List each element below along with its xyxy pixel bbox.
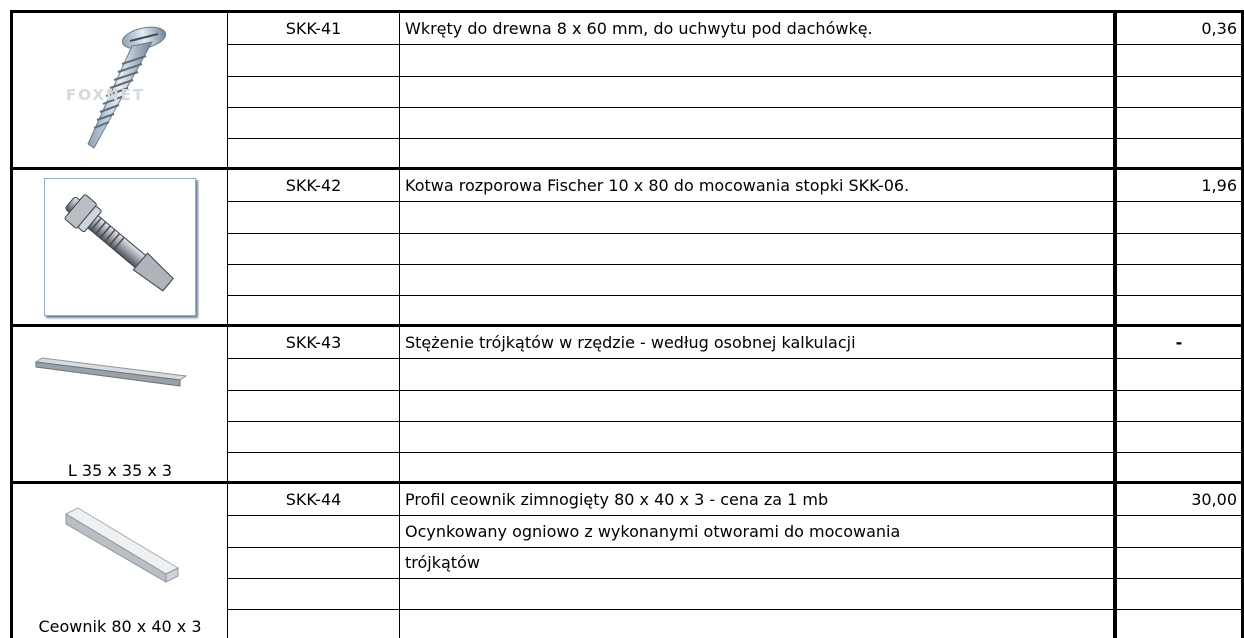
product-description: Profil ceownik zimnogięty 80 x 40 x 3 - cena za 1 mb	[405, 490, 829, 509]
gridline	[227, 201, 1244, 202]
block-border	[10, 324, 1244, 327]
gridline	[227, 138, 1244, 139]
gridline	[227, 107, 1244, 108]
product-description-line-3: trójkątów	[405, 553, 480, 572]
gridline	[227, 421, 1244, 422]
product-caption: L 35 x 35 x 3	[67, 461, 173, 480]
gridline	[227, 578, 1244, 579]
product-code: SKK-44	[285, 490, 342, 509]
block-border	[10, 10, 13, 638]
product-price: 1,96	[1201, 176, 1237, 195]
block-border	[10, 10, 1244, 13]
block-border	[10, 167, 1244, 170]
gridline	[227, 452, 1244, 453]
gridline	[227, 547, 1244, 548]
gridline	[227, 390, 1244, 391]
block-border	[1113, 10, 1117, 638]
product-price: -	[1175, 333, 1183, 352]
product-description-line-2: Ocynkowany ogniowo z wykonanymi otworami do mocowania	[405, 522, 901, 541]
product-description: Wkręty do drewna 8 x 60 mm, do uchwytu pod dachówkę.	[405, 19, 873, 38]
product-code: SKK-42	[285, 176, 342, 195]
product-code: SKK-41	[285, 19, 342, 38]
expansion-anchor-image	[44, 178, 196, 316]
product-price: 30,00	[1191, 490, 1237, 509]
gridline	[227, 295, 1244, 296]
product-description: Stężenie trójkątów w rzędzie - według osobnej kalkulacji	[405, 333, 856, 352]
channel-profile-image	[60, 506, 184, 584]
gridline	[227, 609, 1244, 610]
angle-profile-image	[34, 356, 190, 396]
gridline	[227, 264, 1244, 265]
gridline	[227, 515, 1244, 516]
gridline	[227, 44, 1244, 45]
product-description: Kotwa rozporowa Fischer 10 x 80 do mocowania stopki SKK-06.	[405, 176, 910, 195]
gridline	[227, 233, 1244, 234]
gridline	[227, 76, 1244, 77]
product-price: 0,36	[1201, 19, 1237, 38]
product-code: SKK-43	[285, 333, 342, 352]
product-caption: Ceownik 80 x 40 x 3	[38, 617, 202, 636]
gridline	[227, 358, 1244, 359]
watermark-text: FOXNET	[66, 86, 146, 104]
